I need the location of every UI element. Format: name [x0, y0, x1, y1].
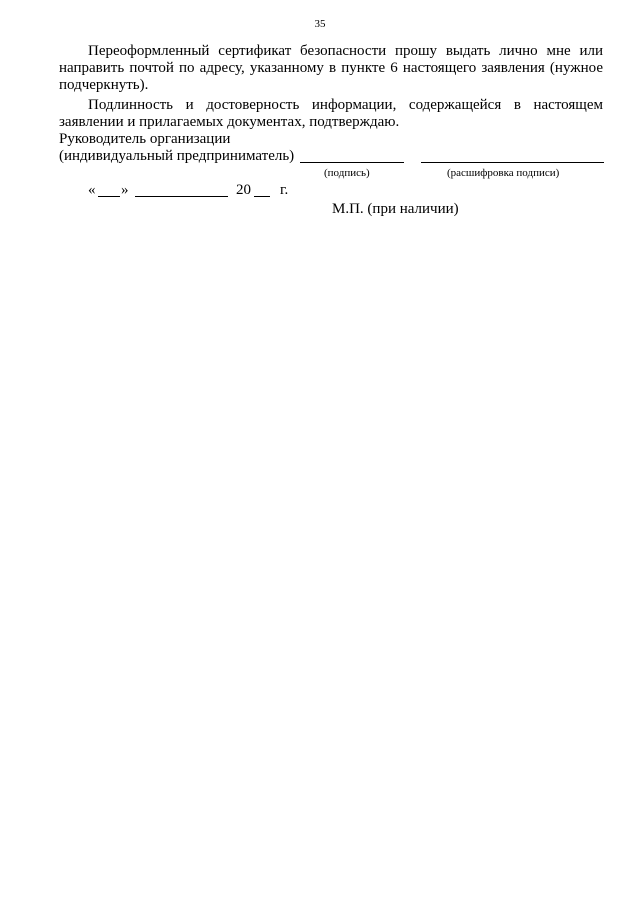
paragraph-line: Переоформленный сертификат безопасности прошу выдать лично мне или — [88, 43, 603, 59]
signature-decoding-field[interactable] — [421, 162, 604, 163]
paragraph-line: подчеркнуть). — [59, 77, 149, 93]
date-day-field[interactable] — [98, 196, 120, 197]
signature-caption: (подпись) — [324, 167, 370, 179]
signatory-role-sublabel: (индивидуальный предприниматель) — [59, 148, 295, 164]
date-close-quote: » — [121, 182, 129, 198]
paragraph-line: Подлинность и достоверность информации, содержащейся в настоящем — [88, 97, 603, 113]
signature-field[interactable] — [300, 162, 404, 163]
date-year-field[interactable] — [254, 196, 270, 197]
date-year-prefix: 20 — [236, 182, 251, 198]
paragraph-certificate-delivery — [59, 43, 603, 94]
page-number: 35 — [314, 18, 326, 30]
date-month-field[interactable] — [135, 196, 228, 197]
paragraph-line: направить почтой по адресу, указанному в пункте 6 настоящего заявления (нужное — [59, 60, 603, 76]
signatory-role-label: Руководитель организации — [59, 131, 231, 147]
date-open-quote: « — [88, 182, 96, 198]
signature-decoding-caption: (расшифровка подписи) — [447, 167, 560, 179]
date-year-suffix: г. — [280, 182, 289, 198]
paragraph-line: заявлении и прилагаемых документах, подтверждаю. — [59, 114, 400, 130]
paragraph-authenticity — [59, 97, 603, 131]
stamp-note: М.П. (при наличии) — [332, 201, 459, 217]
